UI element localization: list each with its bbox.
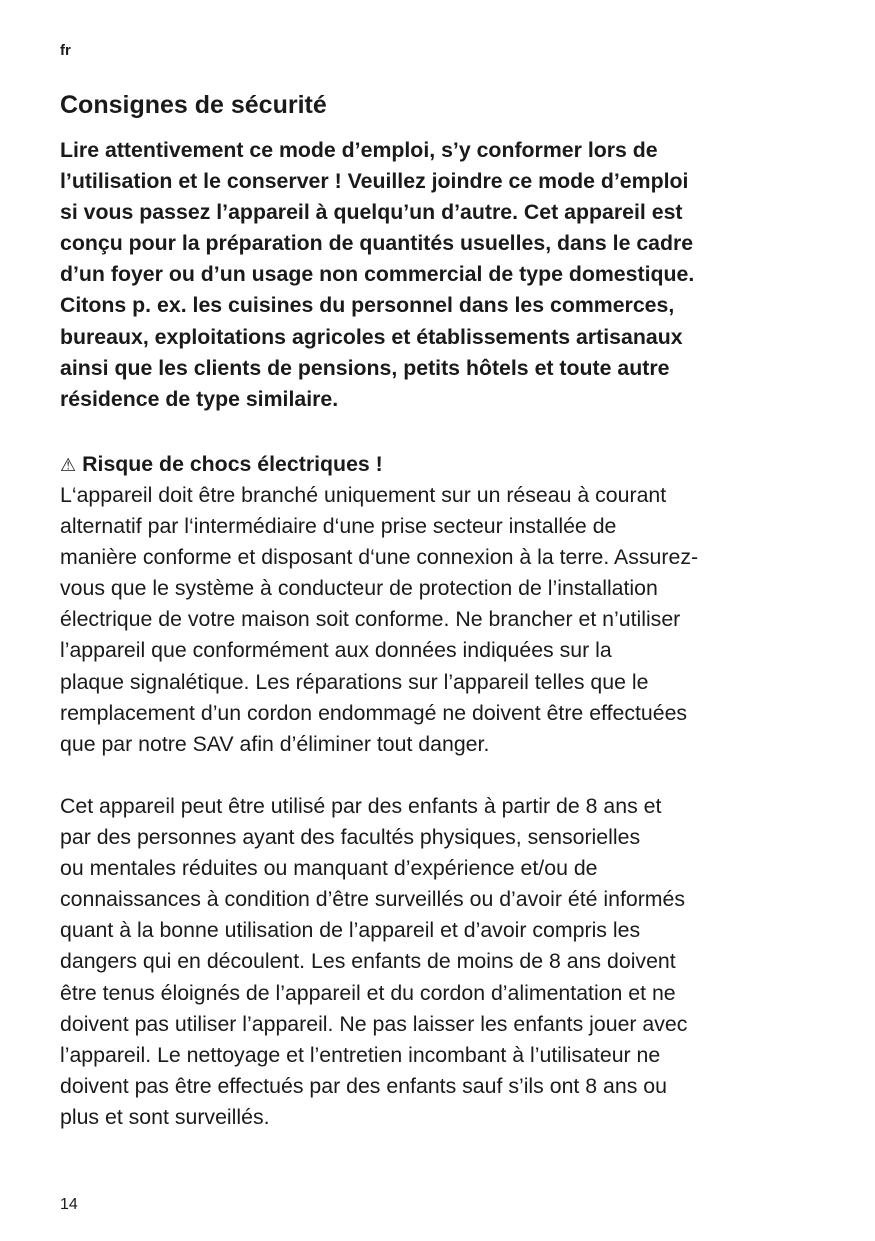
document-page: [60, 0, 820, 1241]
intro-line: d’un foyer ou d’un usage non commercial de type domestique.: [60, 262, 695, 287]
warning-heading: [60, 449, 383, 481]
warning-line: l’appareil que conformément aux données indiquées sur la: [60, 638, 612, 663]
children-line: doivent pas utiliser l’appareil. Ne pas laisser les enfants jouer avec: [60, 1011, 688, 1036]
warning-line: que par notre SAV afin d’éliminer tout danger.: [60, 731, 490, 756]
intro-line: Lire attentivement ce mode d’emploi, s’y conformer lors de: [60, 138, 658, 162]
children-line: quant à la bonne utilisation de l’appareil et d’avoir compris les: [60, 918, 641, 943]
warning-line: vous que le système à conducteur de protection de l’installation: [60, 576, 658, 601]
children-line: l’appareil. Le nettoyage et l’entretien incombant à l’utilisateur ne: [60, 1042, 661, 1067]
children-line: par des personnes ayant des facultés physiques, sensorielles: [60, 825, 641, 850]
warning-line: alternatif par l‘intermédiaire d‘une prise secteur installée de: [60, 514, 617, 539]
children-safety-paragraph: [60, 791, 820, 1133]
children-line: Cet appareil peut être utilisé par des enfants à partir de 8 ans et: [60, 794, 662, 818]
children-line: dangers qui en découlent. Les enfants de moins de 8 ans doivent: [60, 949, 676, 974]
intro-line: bureaux, exploitations agricoles et établissements artisanaux: [60, 324, 683, 349]
electric-shock-paragraph: [60, 480, 820, 760]
warning-line: plaque signalétique. Les réparations sur l’appareil telles que le: [60, 669, 649, 694]
warning-line: L‘appareil doit être branché uniquement sur un réseau à courant: [60, 483, 667, 507]
children-line: doivent pas être effectués par des enfants sauf s’ils ont 8 ans ou: [60, 1073, 667, 1098]
children-line: ou mentales réduites ou manquant d’expérience et/ou de: [60, 856, 598, 881]
warning-line: remplacement d’un cordon endommagé ne doivent être effectuées: [60, 700, 688, 725]
language-label: fr: [60, 42, 71, 59]
page-number: 14: [60, 1196, 78, 1213]
children-line: connaissances à condition d’être surveillés ou d’avoir été informés: [60, 887, 686, 912]
intro-line: conçu pour la préparation de quantités usuelles, dans le cadre: [60, 231, 694, 256]
intro-line: ainsi que les clients de pensions, petits hôtels et toute autre: [60, 355, 670, 380]
page-title: Consignes de sécurité: [60, 91, 327, 119]
warning-triangle-icon: ⚠: [60, 455, 77, 476]
warning-line: électrique de votre maison soit conforme. Ne brancher et n’utiliser: [60, 607, 681, 632]
intro-line: l’utilisation et le conserver ! Veuillez joindre ce mode d’emploi: [60, 169, 689, 194]
warning-heading-text: Risque de chocs électriques !: [82, 452, 383, 476]
intro-line: Citons p. ex. les cuisines du personnel dans les commerces,: [60, 293, 675, 318]
warning-line: manière conforme et disposant d‘une connexion à la terre. Assurez-: [60, 545, 699, 570]
intro-line: résidence de type similaire.: [60, 386, 339, 411]
intro-line: si vous passez l’appareil à quelqu’un d’autre. Cet appareil est: [60, 200, 683, 225]
children-line: plus et sont surveillés.: [60, 1104, 270, 1129]
children-line: être tenus éloignés de l’appareil et du cordon d’alimentation et ne: [60, 980, 676, 1005]
intro-paragraph: [60, 135, 820, 415]
